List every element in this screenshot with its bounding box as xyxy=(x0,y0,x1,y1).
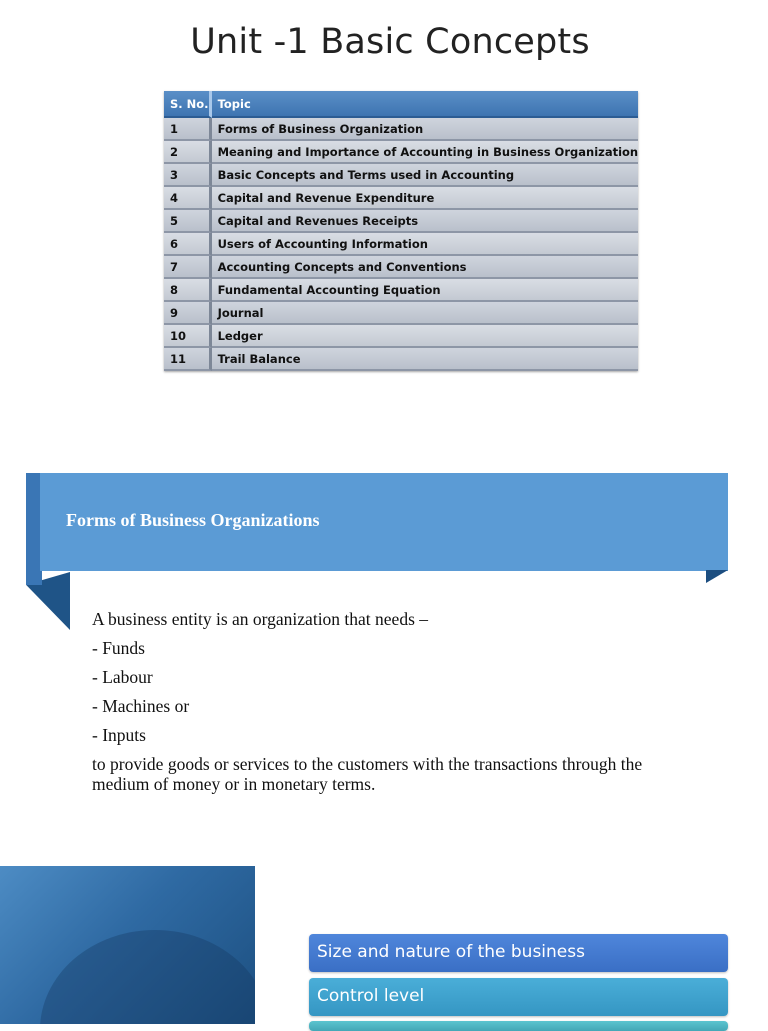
table-row xyxy=(164,279,638,302)
table-cell-topic: Accounting Concepts and Conventions xyxy=(212,256,639,279)
conclusion-text: to provide goods or services to the customers with the transactions through the medium of money or in monetary terms. xyxy=(92,754,643,794)
table-row xyxy=(164,302,638,325)
section-heading: Forms of Business Organizations xyxy=(66,510,320,530)
list-item: - Labour xyxy=(92,667,153,687)
table-cell-sno: 2 xyxy=(164,141,212,164)
table-cell-sno: 4 xyxy=(164,187,212,210)
table-row xyxy=(164,233,638,256)
column-header-sno: S. No. xyxy=(164,91,212,118)
list-item: - Funds xyxy=(92,638,145,658)
table-cell-sno: 11 xyxy=(164,348,212,371)
table-row xyxy=(164,256,638,279)
table-row xyxy=(164,210,638,233)
table-cell-sno: 7 xyxy=(164,256,212,279)
decorative-circle xyxy=(40,930,255,1024)
table-cell-topic: Forms of Business Organization xyxy=(212,118,639,141)
table-cell-sno: 5 xyxy=(164,210,212,233)
table-cell-topic: Basic Concepts and Terms used in Accounting xyxy=(212,164,639,187)
page-title: Unit -1 Basic Concepts xyxy=(190,22,590,62)
topics-table xyxy=(164,91,638,371)
table-cell-topic: Capital and Revenue Expenditure xyxy=(212,187,639,210)
list-item: - Machines or xyxy=(92,696,190,716)
table-row xyxy=(164,164,638,187)
table-cell-sno: 6 xyxy=(164,233,212,256)
table-row xyxy=(164,348,638,371)
factor-box-size-nature: Size and nature of the business xyxy=(309,934,728,972)
table-cell-sno: 10 xyxy=(164,325,212,348)
table-row xyxy=(164,187,638,210)
table-cell-topic: Ledger xyxy=(212,325,639,348)
table-cell-topic: Fundamental Accounting Equation xyxy=(212,279,639,302)
table-cell-topic: Trail Balance xyxy=(212,348,639,371)
table-cell-sno: 1 xyxy=(164,118,212,141)
column-header-topic: Topic xyxy=(212,91,639,118)
factor-box-partial xyxy=(309,1021,728,1031)
table-cell-sno: 9 xyxy=(164,302,212,325)
table-row xyxy=(164,118,638,141)
table-cell-topic: Capital and Revenues Receipts xyxy=(212,210,639,233)
table-row xyxy=(164,141,638,164)
decorative-image xyxy=(0,866,255,1024)
body-text xyxy=(92,609,692,794)
table-cell-topic: Meaning and Importance of Accounting in Business Organization xyxy=(212,141,639,164)
table-cell-sno: 3 xyxy=(164,164,212,187)
intro-text: A business entity is an organization that needs – xyxy=(92,609,429,629)
table-cell-topic: Journal xyxy=(212,302,639,325)
factor-box-control-level: Control level xyxy=(309,978,728,1016)
table-cell-sno: 8 xyxy=(164,279,212,302)
table-cell-topic: Users of Accounting Information xyxy=(212,233,639,256)
table-row xyxy=(164,325,638,348)
table-header-row xyxy=(164,91,638,118)
list-item: - Inputs xyxy=(92,725,146,745)
banner-fold-right xyxy=(706,570,728,583)
